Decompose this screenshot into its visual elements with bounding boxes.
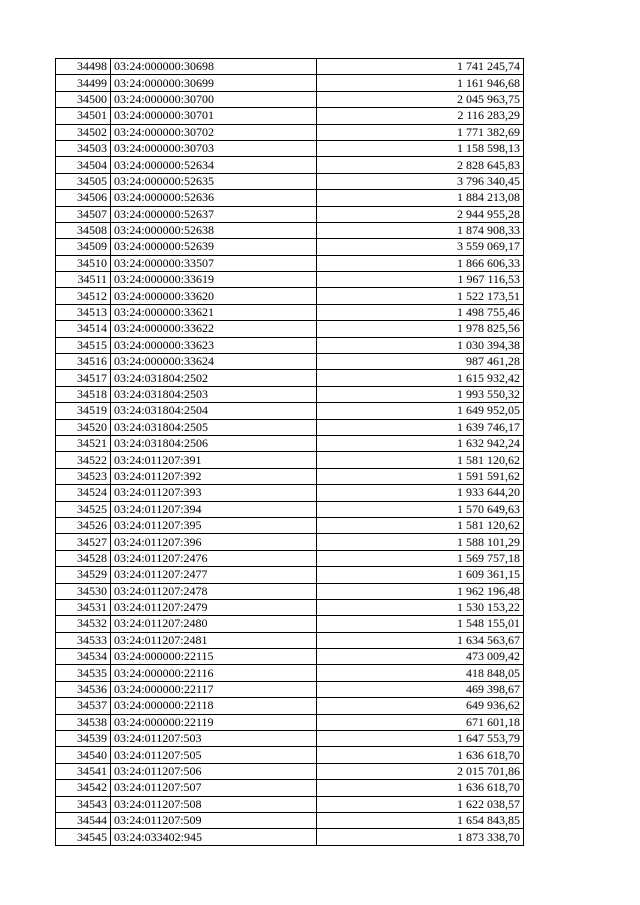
cadastral-number-cell: 03:24:011207:508 — [111, 796, 317, 812]
table-row — [56, 452, 524, 468]
value-cell: 1 654 843,85 — [317, 812, 524, 828]
value-cell: 1 548 155,01 — [317, 616, 524, 632]
row-number-cell: 34542 — [56, 780, 111, 796]
value-cell: 1 874 908,33 — [317, 222, 524, 238]
row-number-cell: 34533 — [56, 632, 111, 648]
table-row — [56, 337, 524, 353]
row-number-cell: 34532 — [56, 616, 111, 632]
row-number-cell: 34500 — [56, 91, 111, 107]
cadastral-number-cell: 03:24:000000:30703 — [111, 140, 317, 156]
cadastral-number-cell: 03:24:000000:33624 — [111, 354, 317, 370]
table-row — [56, 304, 524, 320]
value-cell: 1 581 120,62 — [317, 452, 524, 468]
row-number-cell: 34519 — [56, 403, 111, 419]
row-number-cell: 34508 — [56, 222, 111, 238]
row-number-cell: 34543 — [56, 796, 111, 812]
table-row — [56, 468, 524, 484]
table-row — [56, 829, 524, 845]
cadastral-number-cell: 03:24:000000:33623 — [111, 337, 317, 353]
row-number-cell: 34507 — [56, 206, 111, 222]
cadastral-number-cell: 03:24:000000:22117 — [111, 681, 317, 697]
cadastral-number-cell: 03:24:000000:52634 — [111, 157, 317, 173]
value-cell: 1 771 382,69 — [317, 124, 524, 140]
table-row — [56, 255, 524, 271]
row-number-cell: 34521 — [56, 435, 111, 451]
table-row — [56, 583, 524, 599]
value-cell: 1 609 361,15 — [317, 567, 524, 583]
row-number-cell: 34544 — [56, 812, 111, 828]
row-number-cell: 34503 — [56, 140, 111, 156]
cadastral-number-cell: 03:24:011207:507 — [111, 780, 317, 796]
row-number-cell: 34531 — [56, 599, 111, 615]
value-cell: 1 962 196,48 — [317, 583, 524, 599]
row-number-cell: 34506 — [56, 190, 111, 206]
cadastral-number-cell: 03:24:031804:2506 — [111, 435, 317, 451]
row-number-cell: 34526 — [56, 517, 111, 533]
cadastral-number-cell: 03:24:000000:30698 — [111, 59, 317, 75]
table-row — [56, 681, 524, 697]
cadastral-number-cell: 03:24:000000:33622 — [111, 321, 317, 337]
row-number-cell: 34529 — [56, 567, 111, 583]
row-number-cell: 34536 — [56, 681, 111, 697]
cadastral-number-cell: 03:24:011207:505 — [111, 747, 317, 763]
value-cell: 2 944 955,28 — [317, 206, 524, 222]
table-row — [56, 567, 524, 583]
value-cell: 1 591 591,62 — [317, 468, 524, 484]
value-cell: 1 866 606,33 — [317, 255, 524, 271]
table-row — [56, 403, 524, 419]
cadastral-number-cell: 03:24:000000:52639 — [111, 239, 317, 255]
row-number-cell: 34502 — [56, 124, 111, 140]
row-number-cell: 34510 — [56, 255, 111, 271]
row-number-cell: 34540 — [56, 747, 111, 763]
cadastral-number-cell: 03:24:011207:393 — [111, 485, 317, 501]
table-row — [56, 124, 524, 140]
row-number-cell: 34535 — [56, 665, 111, 681]
table-row — [56, 288, 524, 304]
cadastral-number-cell: 03:24:000000:52638 — [111, 222, 317, 238]
cadastral-number-cell: 03:24:000000:22119 — [111, 714, 317, 730]
cadastral-number-cell: 03:24:000000:30699 — [111, 75, 317, 91]
table-row — [56, 386, 524, 402]
value-cell: 1 639 746,17 — [317, 419, 524, 435]
table-row — [56, 763, 524, 779]
value-cell: 1 158 598,13 — [317, 140, 524, 156]
table-row — [56, 501, 524, 517]
row-number-cell: 34505 — [56, 173, 111, 189]
value-cell: 2 116 283,29 — [317, 108, 524, 124]
table-row — [56, 665, 524, 681]
value-cell: 1 581 120,62 — [317, 517, 524, 533]
cadastral-number-cell: 03:24:011207:395 — [111, 517, 317, 533]
table-row — [56, 239, 524, 255]
cadastral-number-cell: 03:24:011207:509 — [111, 812, 317, 828]
table-row — [56, 419, 524, 435]
table-row — [56, 173, 524, 189]
value-cell: 1 030 394,38 — [317, 337, 524, 353]
row-number-cell: 34512 — [56, 288, 111, 304]
value-cell: 1 161 946,68 — [317, 75, 524, 91]
row-number-cell: 34515 — [56, 337, 111, 353]
cadastral-number-cell: 03:24:000000:30702 — [111, 124, 317, 140]
value-cell: 987 461,28 — [317, 354, 524, 370]
table-row — [56, 321, 524, 337]
table-row — [56, 157, 524, 173]
cadastral-number-cell: 03:24:011207:391 — [111, 452, 317, 468]
row-number-cell: 34524 — [56, 485, 111, 501]
row-number-cell: 34520 — [56, 419, 111, 435]
cadastral-number-cell: 03:24:011207:506 — [111, 763, 317, 779]
table-row — [56, 370, 524, 386]
cadastral-number-cell: 03:24:011207:392 — [111, 468, 317, 484]
table-row — [56, 550, 524, 566]
cadastral-number-cell: 03:24:011207:503 — [111, 731, 317, 747]
row-number-cell: 34530 — [56, 583, 111, 599]
cadastral-number-cell: 03:24:011207:396 — [111, 534, 317, 550]
table-row — [56, 517, 524, 533]
value-cell: 1 647 553,79 — [317, 731, 524, 747]
table-row — [56, 435, 524, 451]
table-row — [56, 698, 524, 714]
row-number-cell: 34534 — [56, 649, 111, 665]
value-cell: 1 634 563,67 — [317, 632, 524, 648]
table-row — [56, 649, 524, 665]
row-number-cell: 34522 — [56, 452, 111, 468]
cadastral-number-cell: 03:24:011207:2481 — [111, 632, 317, 648]
row-number-cell: 34517 — [56, 370, 111, 386]
value-cell: 1 522 173,51 — [317, 288, 524, 304]
cadastral-number-cell: 03:24:011207:2479 — [111, 599, 317, 615]
table-body — [56, 59, 524, 846]
row-number-cell: 34541 — [56, 763, 111, 779]
cadastral-number-cell: 03:24:000000:52637 — [111, 206, 317, 222]
row-number-cell: 34538 — [56, 714, 111, 730]
cadastral-number-cell: 03:24:000000:33621 — [111, 304, 317, 320]
value-cell: 1 978 825,56 — [317, 321, 524, 337]
cadastral-number-cell: 03:24:000000:30700 — [111, 91, 317, 107]
cadastral-number-cell: 03:24:000000:22116 — [111, 665, 317, 681]
value-cell: 1 993 550,32 — [317, 386, 524, 402]
value-cell: 1 588 101,29 — [317, 534, 524, 550]
value-cell: 1 498 755,46 — [317, 304, 524, 320]
cadastral-number-cell: 03:24:000000:22115 — [111, 649, 317, 665]
cadastral-number-cell: 03:24:000000:33620 — [111, 288, 317, 304]
row-number-cell: 34523 — [56, 468, 111, 484]
cadastral-number-cell: 03:24:031804:2503 — [111, 386, 317, 402]
value-cell: 649 936,62 — [317, 698, 524, 714]
cadastral-number-cell: 03:24:031804:2505 — [111, 419, 317, 435]
value-cell: 469 398,67 — [317, 681, 524, 697]
value-cell: 1 636 618,70 — [317, 747, 524, 763]
table-row — [56, 812, 524, 828]
value-cell: 1 967 116,53 — [317, 272, 524, 288]
value-cell: 1 570 649,63 — [317, 501, 524, 517]
value-cell: 2 828 645,83 — [317, 157, 524, 173]
row-number-cell: 34499 — [56, 75, 111, 91]
table-row — [56, 59, 524, 75]
table-row — [56, 222, 524, 238]
row-number-cell: 34527 — [56, 534, 111, 550]
row-number-cell: 34509 — [56, 239, 111, 255]
table-row — [56, 190, 524, 206]
cadastral-number-cell: 03:24:031804:2502 — [111, 370, 317, 386]
table-row — [56, 534, 524, 550]
table-row — [56, 272, 524, 288]
value-cell: 2 045 963,75 — [317, 91, 524, 107]
value-cell: 1 622 038,57 — [317, 796, 524, 812]
row-number-cell: 34511 — [56, 272, 111, 288]
value-cell: 1 873 338,70 — [317, 829, 524, 845]
row-number-cell: 34516 — [56, 354, 111, 370]
cadastral-number-cell: 03:24:011207:2478 — [111, 583, 317, 599]
value-cell: 1 741 245,74 — [317, 59, 524, 75]
value-cell: 1 649 952,05 — [317, 403, 524, 419]
value-cell: 3 559 069,17 — [317, 239, 524, 255]
table-row — [56, 780, 524, 796]
cadastral-number-cell: 03:24:031804:2504 — [111, 403, 317, 419]
row-number-cell: 34545 — [56, 829, 111, 845]
table-row — [56, 747, 524, 763]
row-number-cell: 34501 — [56, 108, 111, 124]
table-row — [56, 140, 524, 156]
table-row — [56, 354, 524, 370]
table-row — [56, 485, 524, 501]
cadastral-number-cell: 03:24:011207:2476 — [111, 550, 317, 566]
row-number-cell: 34504 — [56, 157, 111, 173]
cadastral-value-table — [55, 58, 524, 846]
cadastral-number-cell: 03:24:000000:33507 — [111, 255, 317, 271]
value-cell: 1 636 618,70 — [317, 780, 524, 796]
table-row — [56, 599, 524, 615]
value-cell: 1 884 213,08 — [317, 190, 524, 206]
table-row — [56, 206, 524, 222]
row-number-cell: 34514 — [56, 321, 111, 337]
cadastral-number-cell: 03:24:011207:2477 — [111, 567, 317, 583]
cadastral-number-cell: 03:24:000000:52636 — [111, 190, 317, 206]
cadastral-number-cell: 03:24:000000:33619 — [111, 272, 317, 288]
table-row — [56, 714, 524, 730]
row-number-cell: 34513 — [56, 304, 111, 320]
row-number-cell: 34528 — [56, 550, 111, 566]
cadastral-number-cell: 03:24:000000:22118 — [111, 698, 317, 714]
value-cell: 1 530 153,22 — [317, 599, 524, 615]
value-cell: 1 615 932,42 — [317, 370, 524, 386]
value-cell: 2 015 701,86 — [317, 763, 524, 779]
value-cell: 418 848,05 — [317, 665, 524, 681]
table-row — [56, 616, 524, 632]
value-cell: 1 569 757,18 — [317, 550, 524, 566]
cadastral-number-cell: 03:24:033402:945 — [111, 829, 317, 845]
table-row — [56, 632, 524, 648]
table-row — [56, 108, 524, 124]
table-row — [56, 91, 524, 107]
value-cell: 3 796 340,45 — [317, 173, 524, 189]
row-number-cell: 34498 — [56, 59, 111, 75]
row-number-cell: 34537 — [56, 698, 111, 714]
value-cell: 473 009,42 — [317, 649, 524, 665]
row-number-cell: 34518 — [56, 386, 111, 402]
cadastral-number-cell: 03:24:000000:52635 — [111, 173, 317, 189]
table-row — [56, 75, 524, 91]
value-cell: 1 632 942,24 — [317, 435, 524, 451]
row-number-cell: 34539 — [56, 731, 111, 747]
value-cell: 1 933 644,20 — [317, 485, 524, 501]
cadastral-number-cell: 03:24:011207:2480 — [111, 616, 317, 632]
cadastral-number-cell: 03:24:000000:30701 — [111, 108, 317, 124]
row-number-cell: 34525 — [56, 501, 111, 517]
table-row — [56, 796, 524, 812]
value-cell: 671 601,18 — [317, 714, 524, 730]
cadastral-number-cell: 03:24:011207:394 — [111, 501, 317, 517]
table-row — [56, 731, 524, 747]
